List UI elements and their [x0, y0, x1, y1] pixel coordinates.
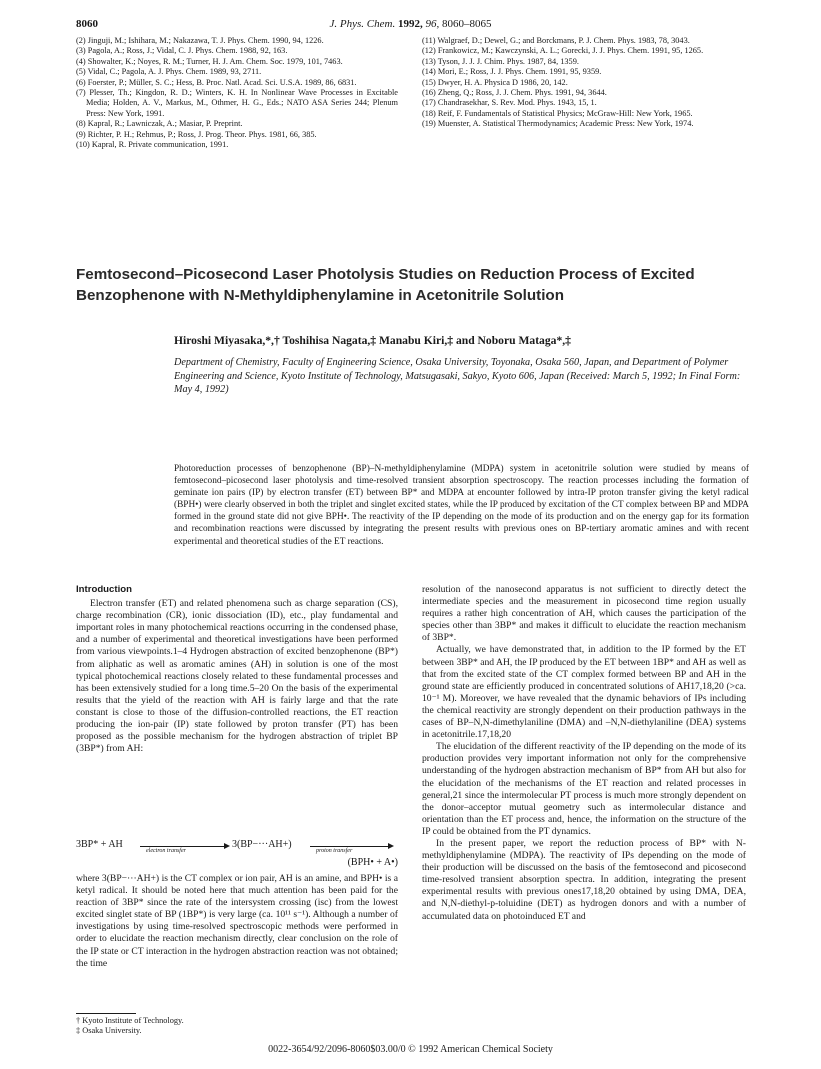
running-head — [0, 18, 821, 30]
journal-pages: 8060–8065 — [441, 18, 492, 30]
equation-reactants: 3BP* + AH — [76, 839, 123, 850]
equation-products: (BPH• + A•) — [347, 857, 398, 868]
reference-item: (5) Vidal, C.; Pagola, A. J. Phys. Chem. 1989, 93, 2711. — [76, 67, 262, 77]
equation-arrow-label: electron transfer — [146, 848, 186, 854]
paragraph: Actually, we have demonstrated that, in addition to the IP formed by the ET between 3BP* and AH, the IP produced by the ET between 1BP* and AH as well as that from the excited state of the CT complex formed between BP and AH in the ground state are efficiently produced in concentrated solutions of AH17,18,20 (>ca. 10⁻¹ M). Moreover, we have revealed that the dynamic behaviors of IPs including the chemical reactivity are strongly dependent on their production pathways in the cases of BP–N,N-dimethylaniline (DMA) and –N,N-diethylaniline (DEA) systems in acetonitrile.17,18,20 — [422, 644, 746, 741]
footnote: ‡ Osaka University. — [76, 1026, 142, 1035]
equation-intermediate: 3(BP−···AH+) — [232, 839, 292, 850]
reference-item: (15) Dwyer, H. A. Physica D 1986, 20, 142. — [422, 77, 568, 87]
journal-name: J. Phys. Chem. — [329, 18, 396, 30]
reference-item: (8) Kapral, R.; Lawniczak, A.; Masiar, P. Preprint. — [76, 119, 243, 129]
reference-item: (6) Foerster, P.; Müller, S. C.; Hess, B. Proc. Natl. Acad. Sci. U.S.A. 1989, 86, 6831. — [76, 77, 357, 87]
reaction-arrow — [140, 846, 226, 847]
copyright-footer: 0022-3654/92/2096-8060$03.00/0 © 1992 American Chemical Society — [268, 1044, 553, 1055]
journal-volume: 96, — [425, 18, 440, 30]
paragraph: In the present paper, we report the reduction process of BP* with N-methyldiphenylamine (MDPA). The reactivity of IPs depending on the mode of their production will be discussed on the basis of the femtosecond and picosecond time-resolved transient absorption spectra. In addition, integrating the present experimental results with previous ones17,18,20 obtained by using DMA, DEA, and N,N-diethyl-p-toluidine (DET) as hydrogen donors and with a number of accumulated data on photoinduced ET and — [422, 837, 746, 922]
reference-item: (9) Richter, P. H.; Rehmus, P.; Ross, J. Prog. Theor. Phys. 1981, 66, 385. — [76, 129, 317, 139]
journal-year: 1992, — [397, 18, 423, 30]
reaction-equation — [76, 837, 398, 871]
footnote-rule — [76, 1013, 136, 1014]
article-title: Femtosecond–Picosecond Laser Photolysis Studies on Reduction Process of Excited Benzophenone with N-Methyldiphenylamine in Acetonitrile Solution — [76, 266, 695, 304]
body-right-column — [422, 584, 746, 923]
reference-item: (18) Reif, F. Fundamentals of Statistical Physics; McGraw-Hill: New York, 1965. — [422, 108, 693, 118]
paragraph: The elucidation of the different reactivity of the IP depending on the mode of its production provides very important information not only for the comprehensive understanding of the hydrogen abstraction mechanism of BP* from AH but also for the elucidation of the mechanisms of the ET reaction and related processes in general,21 since the intermolecular PT process is much more strongly dependent on the donor–acceptor mutual geometry such as intermolecular distance and orientation than the ET process and, hence, the information on the structure of the IP could be obtained from the PT dynamics. — [422, 741, 746, 837]
article-abstract: Photoreduction processes of benzophenone (BP)–N-methyldiphenylamine (MDPA) system in acetonitrile solution were studied by means of femtosecond–picosecond laser photolysis and time-resolved transient absorption spectroscopy. The reaction processes including the formation of geminate ion pairs (IP) by electron transfer (ET) between BP* and MDPA at encounter followed by intra-IP proton transfer giving the ketyl radical (BPH•) were clearly observed in both the triplet and singlet excited states, while the IP produced by excitation of the CT complex between BP and MDPA formed in the ground state did not give BPH•. The reactivity of the IP depending on the mode of its production and on the energy gap for its formation and recombination reactions were discussed by integrating the present results with previous ones on BP-tertiary aromatic amines and with recent experimental and theoretical studies of the ET reactions. — [174, 464, 749, 547]
references-right-column — [422, 36, 746, 130]
reference-item: (14) Mori, E.; Ross, J. J. Phys. Chem. 1991, 95, 9359. — [422, 67, 602, 77]
body-left-column — [76, 584, 398, 755]
footnote: † Kyoto Institute of Technology. — [76, 1016, 184, 1025]
reference-item: (16) Zheng, Q.; Ross, J. J. Chem. Phys. 1991, 94, 3644. — [422, 88, 607, 98]
reference-item: (2) Jinguji, M.; Ishihara, M.; Nakazawa, T. J. Phys. Chem. 1990, 94, 1226. — [76, 36, 324, 45]
paragraph: Electron transfer (ET) and related phenomena such as charge separation (CS), charge recombination (CR), ionic dissociation (ID), etc., play fundamental and important roles in many photochemical reactions occurring in the condensed phase, and a number of experimental and theoretical investigations have been performed from various viewpoints.1–4 Hydrogen abstraction of excited benzophenone (BP*) from aliphatic as well as aromatic amines (AH) in solution is one of the most typical photochemical reactions closely related to these fundamental processes and has been extensively studied for a long time.5–20 On the basis of the experimental results that the yield of the reaction with AH is fairly large and that the rate constant is close to those of the diffusion-controlled reactions, the ET reaction producing the ion-pair (IP) state followed by proton transfer (PT) has been proposed as the possible mechanism for the hydrogen abstraction of triplet BP (3BP*) from AH: — [76, 598, 398, 755]
footnotes — [76, 1016, 184, 1036]
paragraph: where 3(BP−···AH+) is the CT complex or ion pair, AH is an amine, and BPH• is a ketyl radical. It should be noted here that much attention has been paid for the reaction of 3BP* since the rate of the intersystem crossing (isc) from the lowest excited singlet state of BP (1BP*) is very large (ca. 10¹¹ s⁻¹). Although a number of investigations by using time-resolved spectroscopic methods were performed in order to elucidate the reaction mechanism directly, clear conclusion on the role of the IP state or CT interaction in the hydrogen abstraction reaction was not obtained; the time — [76, 873, 398, 969]
article-affiliation: Department of Chemistry, Faculty of Engineering Science, Osaka University, Toyonaka, Osaka 560, Japan, and Department of Polymer Engineering and Science, Kyoto Institute of Technology, Matsugasaki, Sakyo, Kyoto 606, Japan (Received: March 5, 1992; In Final Form: May 4, 1992) — [174, 357, 741, 396]
reference-item: (3) Pagola, A.; Ross, J.; Vidal, C. J. Phys. Chem. 1988, 92, 163. — [76, 46, 288, 56]
paragraph: resolution of the nanosecond apparatus is not sufficient to directly detect the intermediate species and the measurement in picosecond time region usually requires a rather high concentration of AH, which causes the participation of the species other than 3BP* and makes it difficult to elucidate the reaction mechanism of 3BP*. — [422, 584, 746, 644]
reference-item: (11) Walgraef, D.; Dewel, G.; and Borckmans, P. J. Chem. Phys. 1983, 78, 3043. — [422, 36, 690, 45]
section-heading: Introduction — [76, 584, 132, 595]
reference-item: (19) Muenster, A. Statistical Thermodynamics; Academic Press: New York, 1974. — [422, 119, 694, 129]
reaction-arrow — [310, 846, 390, 847]
reference-item: (12) Frankowicz, M.; Kawczynski, A. L.; Gorecki, J. J. Phys. Chem. 1991, 95, 1265. — [422, 46, 704, 56]
arrow-head-icon — [224, 843, 230, 849]
reference-item: (13) Tyson, J. J. J. Chim. Phys. 1987, 84, 1359. — [422, 56, 579, 66]
reference-item: (7) Plesser, Th.; Kingdon, R. D.; Winters, K. H. In Nonlinear Wave Processes in Excitable Media; Holden, A. V., Markus, M., Othmer, H. G., Eds.; NATO ASA Series 244; Plenum Press: New York, 1991. — [76, 88, 398, 118]
equation-arrow-label: proton transfer — [316, 848, 353, 854]
reference-item: (4) Showalter, K.; Noyes, R. M.; Turner, H. J. Am. Chem. Soc. 1979, 101, 7463. — [76, 56, 343, 66]
arrow-head-icon — [388, 843, 394, 849]
body-left-column-continued — [76, 873, 398, 970]
references-left-column — [76, 36, 398, 150]
reference-item: (17) Chandrasekhar, S. Rev. Mod. Phys. 1943, 15, 1. — [422, 98, 597, 108]
article-authors: Hiroshi Miyasaka,*,† Toshihisa Nagata,‡ Manabu Kiri,‡ and Noboru Mataga*,‡ — [174, 334, 571, 347]
reference-item: (10) Kapral, R. Private communication, 1991. — [76, 140, 229, 150]
page-number: 8060 — [76, 18, 98, 30]
